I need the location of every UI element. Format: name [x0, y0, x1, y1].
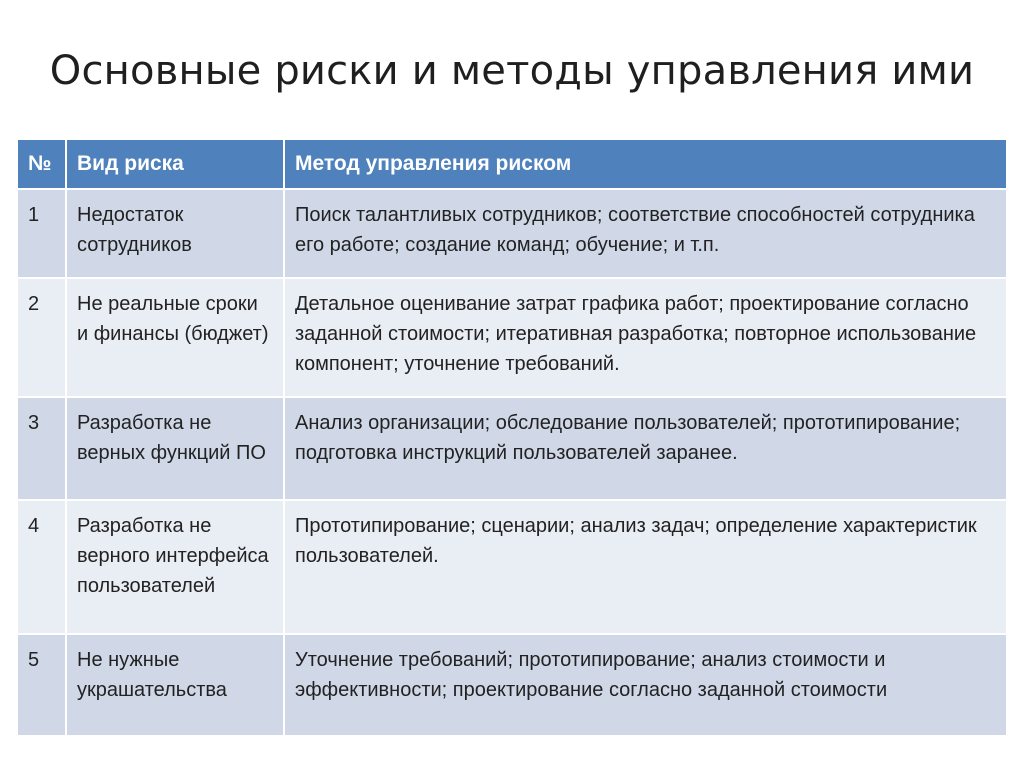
header-risk-type: Вид риска [66, 140, 284, 189]
risk-method-cell: Анализ организации; обследование пользователей; прототипирование; подготовка инструкций пользователей заранее. [284, 397, 1006, 500]
row-number: 2 [18, 278, 66, 397]
risk-type-cell: Разработка не верных функций ПО [66, 397, 284, 500]
header-number: № [18, 140, 66, 189]
table-row [18, 634, 1006, 736]
risk-method-cell: Детальное оценивание затрат графика работ; проектирование согласно заданной стоимости; итеративная разработка; повторное использование компонент; уточнение требований. [284, 278, 1006, 397]
risk-method-cell: Поиск талантливых сотрудников; соответствие способностей сотрудника его работе; создание команд; обучение; и т.п. [284, 189, 1006, 278]
row-number: 1 [18, 189, 66, 278]
row-number: 5 [18, 634, 66, 736]
table-header-row [18, 140, 1006, 189]
risk-type-cell: Не нужные украшательства [66, 634, 284, 736]
slide-title: Основные риски и методы управления ими [49, 48, 975, 94]
header-method: Метод управления риском [284, 140, 1006, 189]
risk-table [18, 140, 1006, 737]
risk-type-cell: Недостаток сотрудников [66, 189, 284, 278]
table-row [18, 397, 1006, 500]
table-row [18, 278, 1006, 397]
row-number: 3 [18, 397, 66, 500]
row-number: 4 [18, 500, 66, 634]
risk-type-cell: Не реальные сроки и финансы (бюджет) [66, 278, 284, 397]
risk-type-cell: Разработка не верного интерфейса пользователей [66, 500, 284, 634]
risk-method-cell: Прототипирование; сценарии; анализ задач; определение характеристик пользователей. [284, 500, 1006, 634]
table-row [18, 500, 1006, 634]
risk-method-cell: Уточнение требований; прототипирование; анализ стоимости и эффективности; проектирование согласно заданной стоимости [284, 634, 1006, 736]
table-row [18, 189, 1006, 278]
